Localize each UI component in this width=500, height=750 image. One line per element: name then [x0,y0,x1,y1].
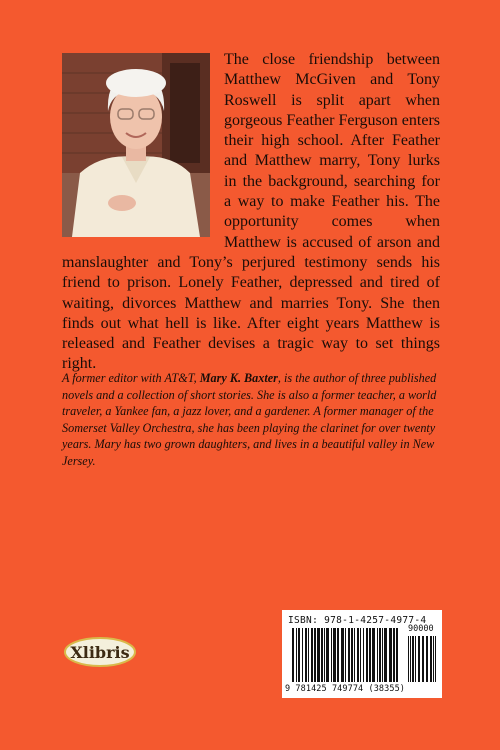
book-blurb [62,50,440,375]
price-code: 90000 [408,624,434,634]
xlibris-logo [64,637,136,667]
barcode-bottom-code: (38355) [368,684,406,694]
blurb-text: The close friendship between Matthew McGiven and Tony Roswell is split apart when gorgeous Feather Ferguson enters their high school. After Feather and Matthew marry, Tony lurks in the background, searching for a way to make Feather his. The opportunity comes when Matthew is accused of arson and manslaughter and Tony’s perjured testimony sends his friend to prison. Lonely Feather, depressed and tired of waiting, divorces Matthew and marries Tony. She then finds out what hell is like. After eight years Matthew is released and Feather devises a tragic way to set things right. [62,51,440,373]
photo-spacer [62,50,224,246]
author-bio-prefix: A former editor with AT&T, [62,371,200,385]
isbn-label: ISBN: 978-1-4257-4977-4 [288,615,427,626]
author-bio [62,370,442,470]
author-bio-suffix: , is the author of three published novels and a collection of short stories. She is also a former teacher, a world traveler, a Yankee fan, a jazz lover, and a gardener. A former manager of the Somerset Valley Orchestra, she has been playing the clarinet for over twenty years. Mary has two grown daughters, and lives in a beautiful valley in New Jersey. [62,371,437,468]
logo-text: Xlibris [70,642,130,662]
author-name: Mary K. Baxter [199,371,278,385]
isbn-barcode [282,610,442,698]
barcode-number: 9 781425 749774 [285,684,364,694]
barcode-digits [285,684,405,694]
